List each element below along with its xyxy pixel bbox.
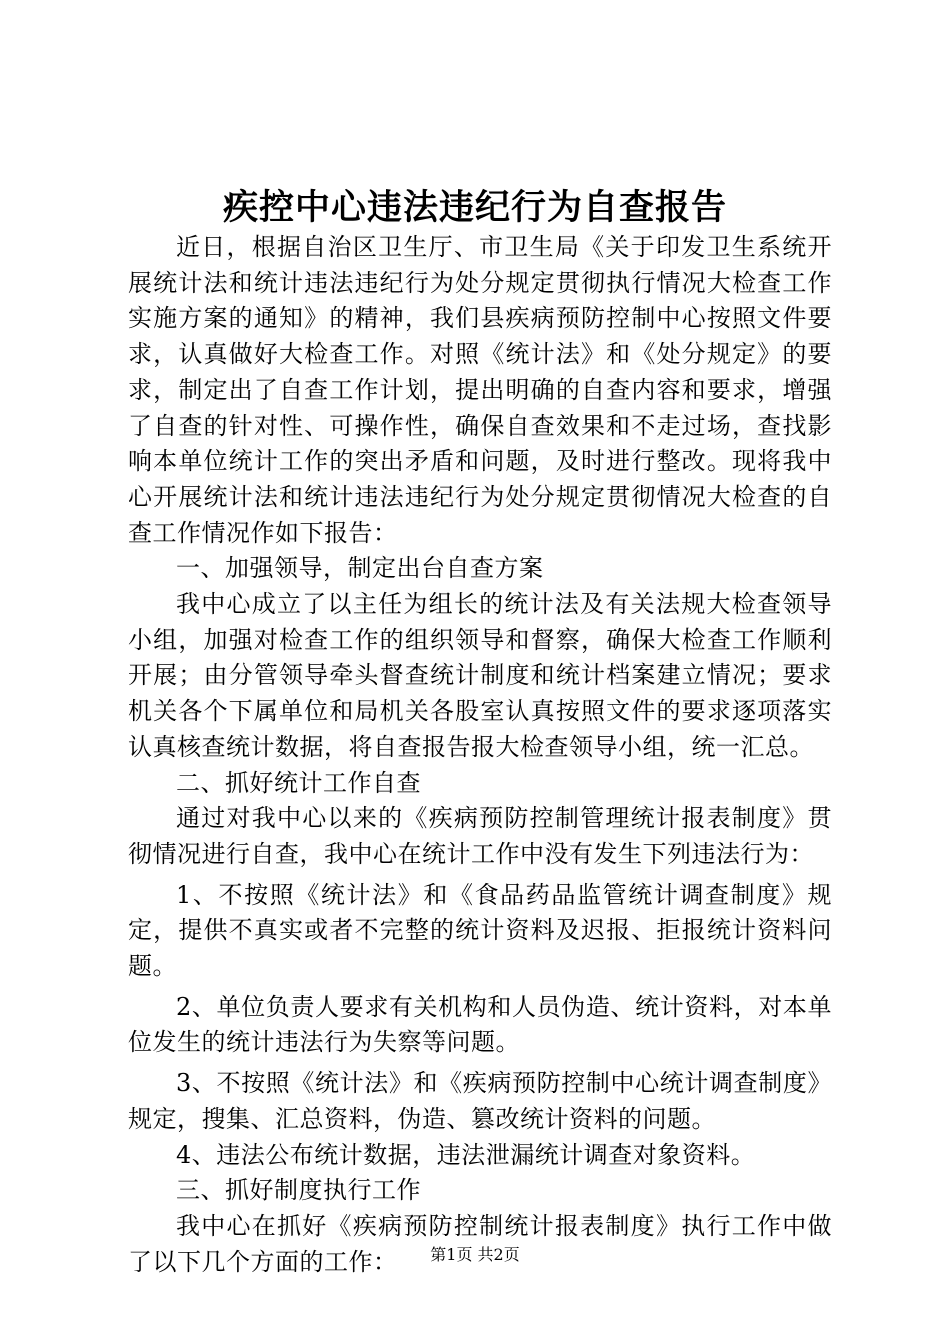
list-item-4: 4、违法公布统计数据，违法泄漏统计调查对象资料。 (176, 1140, 756, 1169)
list-item-2: 2、单位负责人要求有关机构和人员伪造、统计资料，对本单位发生的统计违法行为失察等问题。 (128, 992, 832, 1057)
paragraph-intro: 近日，根据自治区卫生厅、市卫生局《关于印发卫生系统开展统计法和统计违法违纪行为处分规定贯彻执行情况大检查工作实施方案的通知》的精神，我们县疾病预防控制中心按照文件要求，认真做好大检查工作。对照《统计法》和《处分规定》的要求，制定出了自查工作计划，提出明确的自查内容和要求，增强了自查的针对性、可操作性，确保自查效果和不走过场，查找影响本单位统计工作的突出矛盾和问题，及时进行整改。现将我中心开展统计法和统计违法违纪行为处分规定贯彻情况大检查的自查工作情况作如下报告： (128, 233, 832, 547)
paragraph-section-1: 我中心成立了以主任为组长的统计法及有关法规大检查领导小组，加强对检查工作的组织领导和督察，确保大检查工作顺利开展；由分管领导牵头督查统计制度和统计档案建立情况；要求机关各个下属单位和局机关各股室认真按照文件的要求逐项落实认真核查统计数据，将自查报告报大检查领导小组，统一汇总。 (128, 590, 832, 761)
list-item-1: 1、不按照《统计法》和《食品药品监管统计调查制度》规定，提供不真实或者不完整的统计资料及迟报、拒报统计资料问题。 (128, 880, 832, 981)
list-item-3: 3、不按照《统计法》和《疾病预防控制中心统计调查制度》规定，搜集、汇总资料，伪造、篡改统计资料的问题。 (128, 1069, 832, 1133)
document-title: 疾控中心违法违纪行为自查报告 (222, 187, 727, 228)
section-heading-3: 三、抓好制度执行工作 (176, 1176, 421, 1205)
section-heading-2: 二、抓好统计工作自查 (176, 768, 421, 797)
section-heading-1: 一、加强领导，制定出台自查方案 (176, 554, 544, 583)
document-body (128, 230, 832, 1280)
paragraph-section-2: 通过对我中心以来的《疾病预防控制管理统计报表制度》贯彻情况进行自查，我中心在统计工作中没有发生下列违法行为： (128, 804, 832, 868)
paragraph-section-3: 我中心在抓好《疾病预防控制统计报表制度》执行工作中做了以下几个方面的工作： (128, 1211, 832, 1276)
page-footer: 第1页 共2页 (430, 1245, 520, 1264)
